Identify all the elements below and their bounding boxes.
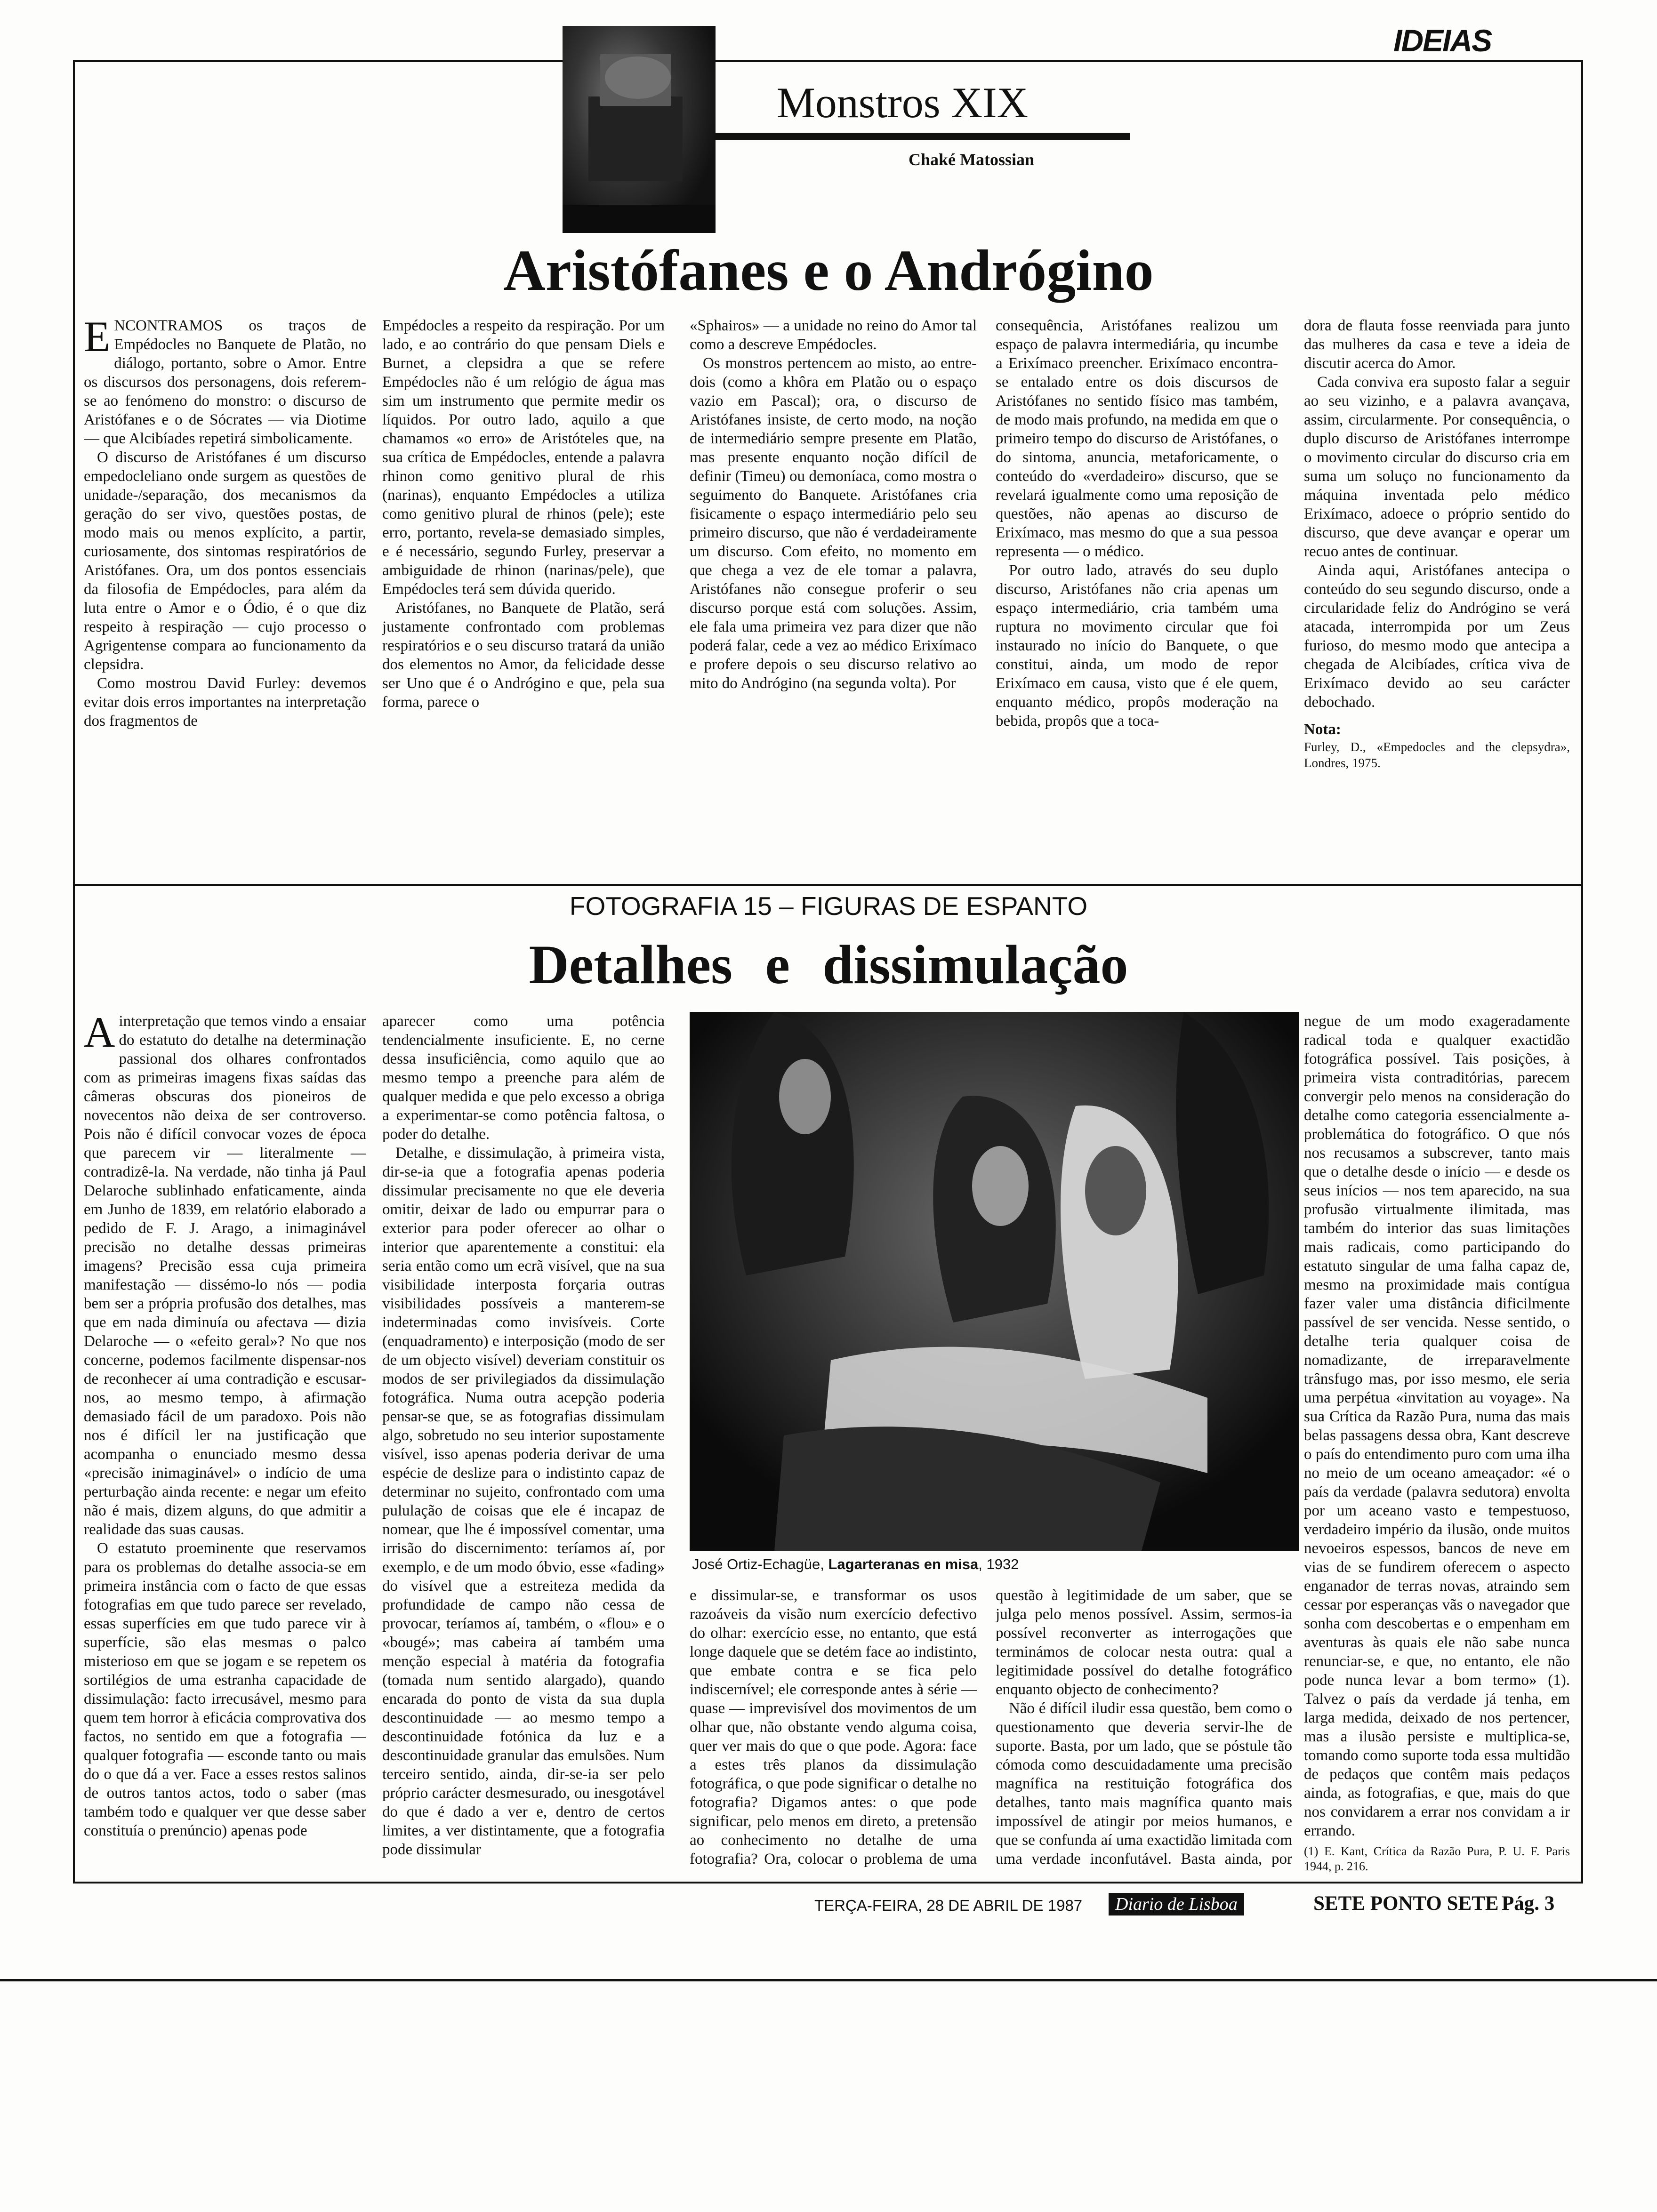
footer-date: TERÇA-FEIRA, 28 DE ABRIL DE 1987 xyxy=(814,1897,1083,1914)
series-header-photo xyxy=(563,26,716,233)
paragraph: O discurso de Aristófanes é um discurso empedocleliano onde surgem as questões de unidade-/separação, dos mecanismos da geração do ser vivo, questões postas, de modo mais ou menos explícito, a partir, curiosamente, dos sintomas respiratórios de Aristófanes. Ora, um dos pontos essenciais da filosofia de Empédocles, para além da luta entre o Amor e o Ódio, é o que diz respeito à respiração — cujo processo o Agrigentense compara ao funcionamento da clepsidra. xyxy=(84,449,366,673)
article1-column-5 xyxy=(1304,316,1570,872)
article2-column-1 xyxy=(84,1012,366,1868)
paragraph: Aristófanes, no Banquete de Platão, será justamente confrontado com problemas respiratórios e o seu discurso tratará da união dos elementos no Amor, da felicidade desse ser Uno que é o Andrógino e que, pela sua forma, parece o xyxy=(382,600,665,711)
paragraph: Ainda aqui, Aristófanes antecipa o conteúdo do seu segundo discurso, onde a circularidade feliz do Andrógino se verá atacada, interrompida por um Zeus furioso, do mesmo modo que antecipa a chegada de Alcibíades, crítica viva de Erixímaco devido ao seu carácter debochado. xyxy=(1304,562,1570,711)
article1-headline: Aristófanes e o Andrógino xyxy=(503,238,1154,303)
paragraph: negue de um modo exageradamente radical toda e qualquer exactidão fotográfica possível. Tais posições, à primeira vista contraditórias, parecem convergir pelo menos na consideração do detalhe como categoria essencialmente a-problemática do fotográfico. O que nós nos recusamos a subscrever, tanto mais que o detalhe desde o início — e desde os seus inícios — nos tem aparecido, na sua profusão virtualmente ilimitada, mas também do interior das suas limitações mais radicais, como participando do estatuto singular de uma falha capaz de, mesmo na proximidade mais contígua fazer valer uma distância dificilmente passível de ser vencida. Nesse sentido, o detalhe teria qualquer coisa de nomadizante, de irreparavelmente trânsfugo mas, por isso mesmo, ele seria uma perpétua «invitation au voyage». Na sua Crítica da Razão Pura, numa das mais belas passagens dessa obra, Kant descreve o país do entendimento puro com uma ilha no meio de um oceano ameaçador: «é o país da verdade (palavra sedutora) envolta por um aceano vasto e tempestuoso, verdadeiro império da ilusão, onde muitos nevoeiros espessos, bancos de neve em vias de se fundirem oferecem o aspecto enganador de terras novas, atraindo sem cessar por esperanças vãs o navegador que sonha com descobertas e o empenham em aventuras às quais ele não sabe nunca renunciar-se, e que, no entanto, ele não pode nunca levar a bom termo» (1). Talvez o país da verdade já tenha, em larga medida, deixado de nos pertencer, mas a ilusão persiste e multiplica-se, tomando como suporte toda essa multidão de pedaços que contêm mais pedaços ainda, as fotografias, e que, mais do que nos convidarem a errar nos convidam a ir errando. xyxy=(1304,1013,1570,1839)
paragraph: Como mostrou David Furley: devemos evitar dois erros importantes na interpretação dos fragmentos de xyxy=(84,675,366,729)
article1-column-4 xyxy=(996,316,1278,872)
article2-column-5 xyxy=(1304,1012,1570,1873)
paragraph: dora de flauta fosse reenviada para junto das mulheres da casa e teve a ideia de discutir acerca do Amor. xyxy=(1304,317,1570,372)
article2-photograph xyxy=(690,1012,1299,1551)
paragraph: questão à legitimidade de um saber, que se julga pelo menos possível. Assim, sermos-ia possível reconverter as interrogações que terminámos de colocar nesta outra: qual a legitimidade possível do detalhe fotográfico enquanto objecto de conhecimento? xyxy=(996,1587,1292,1698)
note-label: Nota: xyxy=(1304,721,1341,738)
paragraph: Detalhe, e dissimulação, à primeira vista, dir-se-ia que a fotografia apenas poderia dissimular precisamente no que ele deveria omitir, deixar de lado ou empurrar para o exterior para poder oferecer ao olhar o interior que aparentemente a constitui: ela seria então como um ecrã visível, que na sua visibilidade interposta forçaria outras visibilidades possíveis a manterem-se indeterminadas como invisíveis. Corte (enquadramento) e interposição (modo de ser de um objecto visível) deveriam constituir os modos de ser privilegiados da dissimulação fotográfica. Numa outra acepção poderia pensar-se que, se as fotografias dissimulam algo, sobretudo no seu interior supostamente visível, isso apenas poderia derivar de uma espécie de deslize para o indistinto capaz de determinar no sujeito, confrontado com uma pululação de coisas que ele é incapaz de nomear, que lhe é impossível comentar, uma irrisão do discernimento: teríamos aí, por exemplo, e de um modo óbvio, esse «fading» do visível que a estreiteza medida da profundidade de campo não cessa de provocar, teríamos aí, também, o «flou» e o «bougé»; mas cabeira aí também uma menção especial à matéria da fotografia (tomada num sentido alargado), quando encarada do ponto de vista da sua dupla descontinuidade — ao mesmo tempo a descontinuidade fotónica da luz e a descontinuidade granular das emulsões. Num terceiro sentido, ainda, dir-se-ia ser pelo próprio carácter desmesurado, ou inesgotável do que é dado a ver e, dentro de certos limites, a ver distintamente, que a fotografia pode dissimular xyxy=(382,1145,665,1858)
note-text: Furley, D., «Empedocles and the clepsydra», Londres, 1975. xyxy=(1304,740,1570,770)
page-bottom-rule xyxy=(0,1979,1657,1981)
article2-column-2 xyxy=(382,1012,665,1868)
article2-kicker: FOTOGRAFIA 15 – FIGURAS DE ESPANTO xyxy=(569,891,1088,921)
article2-headline: Detalhes e dissimulação xyxy=(529,934,1128,995)
paragraph: e dissimular-se, e transformar os usos razoáveis da visão num exercício defectivo do olhar: exercício esse, no entanto, que está longe daquele que se detém face ao indistinto, que embate contra e se fica pelo indiscernível; ele corresponde antes à série — quase — imprevisível dos movimentos de um olhar que, não obstante vendo alguma coisa, quer ver mais do que o que pode. Agora: face a estes três planos da dissimulação fotográfica, o que pode significar o detalhe no fotografia? Digamos antes: o que pode significar, pelo menos em direto, a pretensão ao conhecimento no detalhe de uma fotografia? Ora, colocar o problema de uma xyxy=(690,1587,977,1867)
paragraph: «Sphairos» — a unidade no reino do Amor tal como a descreve Empédocles. xyxy=(690,317,977,353)
caption-author: José Ortiz-Echagüe, xyxy=(692,1556,828,1572)
caption-year: , 1932 xyxy=(978,1556,1019,1572)
footer-page-number: Pág. 3 xyxy=(1502,1892,1555,1915)
section-tag: IDEIAS xyxy=(1393,23,1492,58)
paragraph: aparecer como uma potência tendencialmente insuficiente. E, no cerne dessa insuficiência, como aquilo que ao mesmo tempo a preenche para além de qualquer medida e que pelo excesso a obriga a experimentar-se como potência faltosa, o poder do detalhe. xyxy=(382,1013,665,1143)
caption-title: Lagarteranas en misa xyxy=(828,1556,979,1572)
paragraph: O estatuto proeminente que reservamos para os problemas do detalhe associa-se em primeira instância com o facto de que essas fotografias em que tudo parece ser revelado, essas superfícies em que tudo parece vir à superfície, são elas mesmas o palco misterioso em que se jogam e se repetem os sortilégios de uma estranha capacidade de dissimulação: facto irrecusável, mesmo para quem tem horror à eficácia comprovativa dos factos, no sentido em que a fotografia — qualquer fotografia — esconde tanto ou mais do o que dá a ver. Face a esses restos salinos de outros tantos actos, todo o saber (mas também todo e qualquer ver que desse saber constituía o prenúncio) apenas pode xyxy=(84,1540,366,1839)
article1-column-2 xyxy=(382,316,665,872)
paragraph: Empédocles a respeito da respiração. Por um lado, e ao contrário do que pensam Diels e Burnet, a clepsidra a que se refere Empédocles não é um relógio de água mas sim um instrumento que permite medir os líquidos. Por outro lado, aquilo a que chamamos «o erro» de Aristóteles que, na sua crítica de Empédocles, entende a palavra rhinon como genitivo plural de rhis (narinas), enquanto Empédocles a utiliza como genitivo plural de rhinos (pele); este erro, portanto, revela-se demasiado simples, e é necessário, segundo Furley, preservar a ambiguidade de rhinon (narinas/pele), que Empédocles terá sem dúvida querido. xyxy=(382,317,665,598)
series-title: Monstros XIX xyxy=(777,79,1029,127)
article1-column-1 xyxy=(84,316,366,872)
paragraph: Não é difícil iludir essa questão, bem como o questionamento que deveria servir-lhe de suporte. Basta, por um lado, que se póstule tão cómoda como descuidadamente uma precisão magnífica na restituição fotográfica dos detalhes, tanto mais magnífica quanto mais impossível de atingir por meios humanos, e que se confunda aí uma exactidão limitada com uma verdade inconfutável. Basta ainda, por xyxy=(996,1700,1292,1867)
paragraph: NCONTRAMOS os traços de Empédocles no Banquete de Platão, no diálogo, portanto, sobre o Amor. Entre os discursos dos personagens, dois referem-se ao fenómeno do monstro: o discurso de Aristófanes e o de Sócrates — via Diotime — que Alcibíades repetirá simbolicamente. xyxy=(84,317,366,447)
dropcap: E xyxy=(84,316,111,361)
footnote: (1) E. Kant, Crítica da Razão Pura, P. U. F. Paris 1944, p. 216. xyxy=(1304,1844,1570,1873)
series-title-rule xyxy=(716,133,1130,140)
footer-supplement: SETE PONTO SETE xyxy=(1313,1892,1499,1915)
dropcap: A xyxy=(84,1012,115,1056)
article1-author: Chaké Matossian xyxy=(909,150,1035,169)
paragraph: interpretação que temos vindo a ensaiar do estatuto do detalhe na determinação passional dos olhares confrontados com as primeiras imagens fixas saídas das câmeras obscuras dos pioneiros de novecentos não deixa de ser controverso. Pois não é difícil convocar vozes de época que parecem vir — literalmente — contradizê-la. Na verdade, não tinha já Paul Delaroche sublinhado enfaticamente, ainda em Junho de 1839, em relatório elaborado a pedido de F. J. Arago, a inimaginável precisão no detalhe dessas primeiras imagens? Precisão essa cuja primeira manifestação — dissémo-lo nós — podia bem ser a própria profusão dos detalhes, mas que em nada diminuía ou afectava — dizia Delaroche — o «efeito geral»? No que nos concerne, podemos facilmente dispensar-nos de reconhecer aí uma contradição e escusar-nos, ao mesmo tempo, à afirmação demasiado fácil de um paradoxo. Pois não nos é difícil ler na justificação que acompanha o enunciado mesmo dessa «precisão inimaginável» o indício de uma perturbação ainda recente: e negar um efeito não é mais, dizem alguns, do que admitir a realidade das suas causas. xyxy=(84,1013,366,1538)
paragraph: Cada conviva era suposto falar a seguir ao seu vizinho, e a palavra avançava, assim, circularmente. Por consequência, o duplo discurso de Aristófanes interrompe o movimento circular do discurso cria em suma um soluço no funcionamento da máquina inventada pelo médico Erixímaco, adoece o próprio sentido do discurso, que deve avançar e operar um recuo antes de continuar. xyxy=(1304,374,1570,560)
paragraph: Os monstros pertencem ao misto, ao entre-dois (como a khôra em Platão ou o espaço vazio em Pascal); ora, o discurso de Aristófanes insiste, de certo modo, na noção de intermediário sempre presente em Platão, mas presente enquanto noção difícil de definir (Timeu) ou demoníaca, como mostra o seguimento do Banquete. Aristófanes cria fisicamente o espaço intermediário pelo seu primeiro discurso, que não é verdadeiramente um discurso. Com efeito, no momento em que chega a vez de ele tomar a palavra, Aristófanes não consegue proferir o seu discurso porque está com soluções. Assim, ele fala uma primeira vez para dizer que não poderá falar, cede a vez ao médico Erixímaco e profere depois o seu discurso relativo ao mito do Andrógino (na segunda volta). Por xyxy=(690,355,977,692)
article2-column-4 xyxy=(996,1586,1292,1868)
photo-caption xyxy=(692,1555,1019,1573)
article1-column-3 xyxy=(690,316,977,872)
paragraph: Por outro lado, através do seu duplo discurso, Aristófanes não cria apenas um espaço intermediário, cria também uma ruptura no movimento circular que foi instaurado no início do Banquete, o que constitui, ainda, um modo de repor Erixímaco em causa, visto que é ele quem, enquanto médico, propôs moderação na bebida, propôs que a toca- xyxy=(996,562,1278,729)
footer-newspaper-logo: Diario de Lisboa xyxy=(1109,1893,1244,1915)
article2-column-3 xyxy=(690,1586,977,1868)
paragraph: consequência, Aristófanes realizou um espaço de palavra intermediária, qu incumbe a Erixímaco preencher. Erixímaco encontra-se entalado entre os dois discursos de Aristófanes no sentido físico mas também, de modo mais profundo, na medida em que o primeiro tempo do discurso de Aristófanes, o do sintoma, anuncia, metaforicamente, o conteúdo do «verdadeiro» discurso, que se revelará igualmente como uma reposição de questões, não apenas ao discurso de Erixímaco, mas mesmo do que a sua pessoa representa — o médico. xyxy=(996,317,1278,560)
